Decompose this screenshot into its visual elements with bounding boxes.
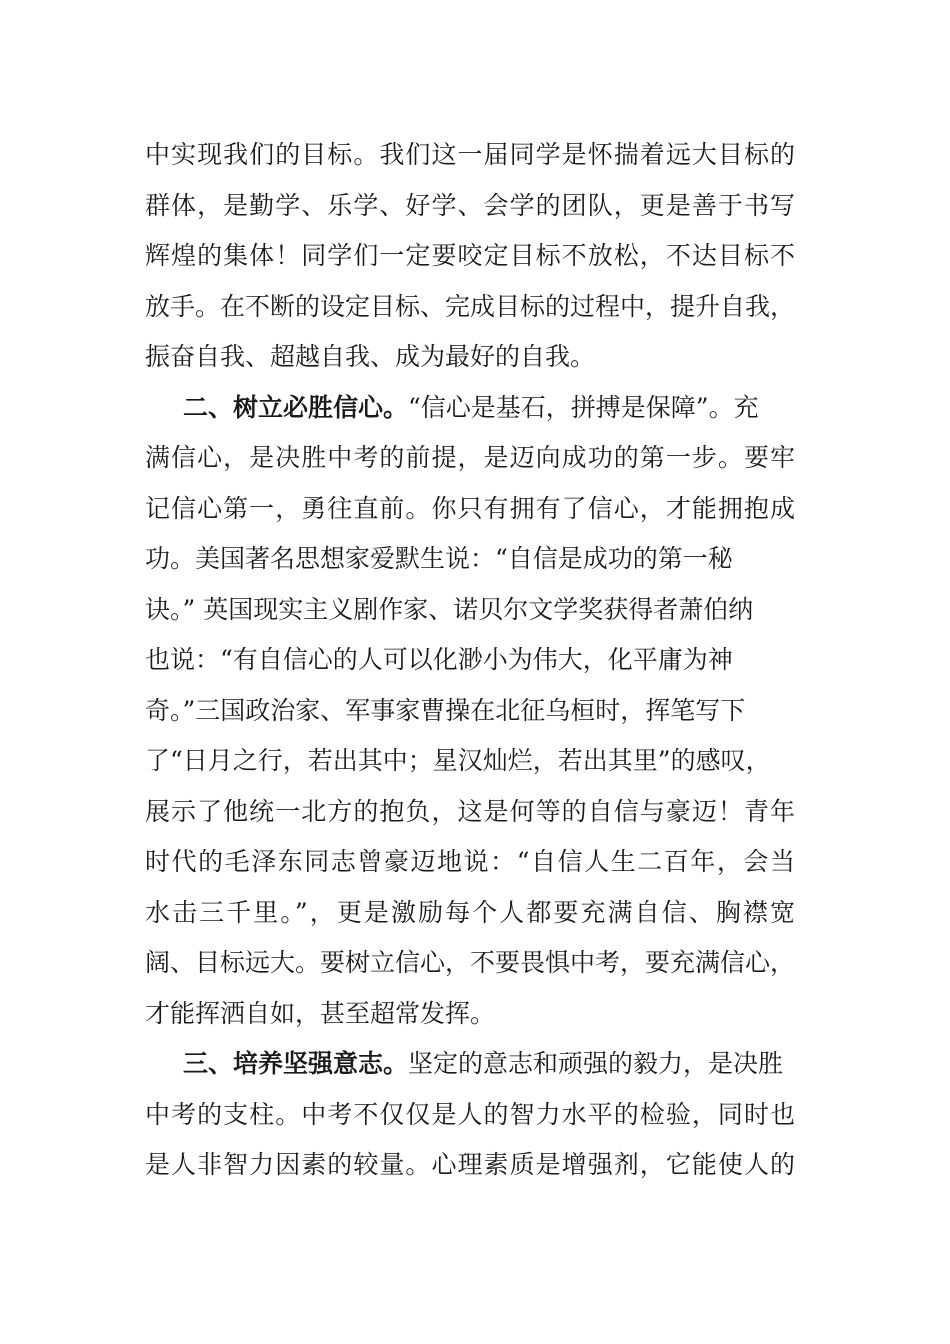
paragraph-line: 奇。”三国政治家、军事家曹操在北征乌桓时，挥笔写下	[145, 695, 746, 725]
paragraph-line: 也说：“有自信心的人可以化渺小为伟大，化平庸为神	[145, 645, 733, 674]
body-text	[145, 130, 805, 1191]
paragraph-line: 中考的支柱。中考不仅仅是人的智力水平的检验，同时也	[145, 1099, 795, 1129]
paragraph-line: 记信心第一，勇往直前。你只有拥有了信心，才能拥抱成	[145, 493, 795, 523]
paragraph-line: 满信心，是决胜中考的前提，是迈向成功的第一步。要牢	[145, 443, 795, 472]
paragraph-line: 中实现我们的目标。我们这一届同学是怀揣着远大目标的	[145, 140, 795, 169]
paragraph-line: 水击三千里。”，更是激励每个人都要充满自信、胸襟宽	[145, 897, 795, 927]
section-heading-line: 三、培养坚强意志。坚定的意志和顽强的毅力，是决胜	[183, 1049, 784, 1078]
section-heading-line: 二、树立必胜信心。“信心是基石，拼搏是保障”。充	[183, 392, 759, 422]
section-heading: 三、培养坚强意志。	[183, 1049, 409, 1078]
paragraph-line: 群体，是勤学、乐学、好学、会学的团队，更是善于书写	[145, 190, 795, 220]
paragraph-line: 时代的毛泽东同志曾豪迈地说：“自信人生二百年，会当	[145, 847, 795, 876]
paragraph-line: 振奋自我、超越自我、成为最好的自我。	[145, 342, 596, 371]
paragraph-line: 阔、目标远大。要树立信心，不要畏惧中考，要充满信心，	[145, 948, 796, 977]
paragraph-line: 是人非智力因素的较量。心理素质是增强剂，它能使人的	[145, 1150, 795, 1179]
paragraph-line: 才能挥洒自如，甚至超常发挥。	[145, 998, 496, 1028]
paragraph-line: 放手。在不断的设定目标、完成目标的过程中，提升自我，	[145, 291, 796, 321]
paragraph-line: 诀。” 英国现实主义剧作家、诺贝尔文学奖获得者萧伯纳	[145, 594, 754, 624]
paragraph-line: 了“日月之行，若出其中；星汉灿烂，若出其里”的感叹，	[145, 746, 771, 775]
paragraph-line: 功。美国著名思想家爱默生说：“自信是成功的第一秘	[145, 544, 733, 573]
section-heading: 二、树立必胜信心。	[183, 392, 409, 422]
paragraph-line: 展示了他统一北方的抱负，这是何等的自信与豪迈！青年	[145, 796, 795, 826]
paragraph-line: 辉煌的集体！同学们一定要咬定目标不放松，不达目标不	[145, 241, 795, 270]
